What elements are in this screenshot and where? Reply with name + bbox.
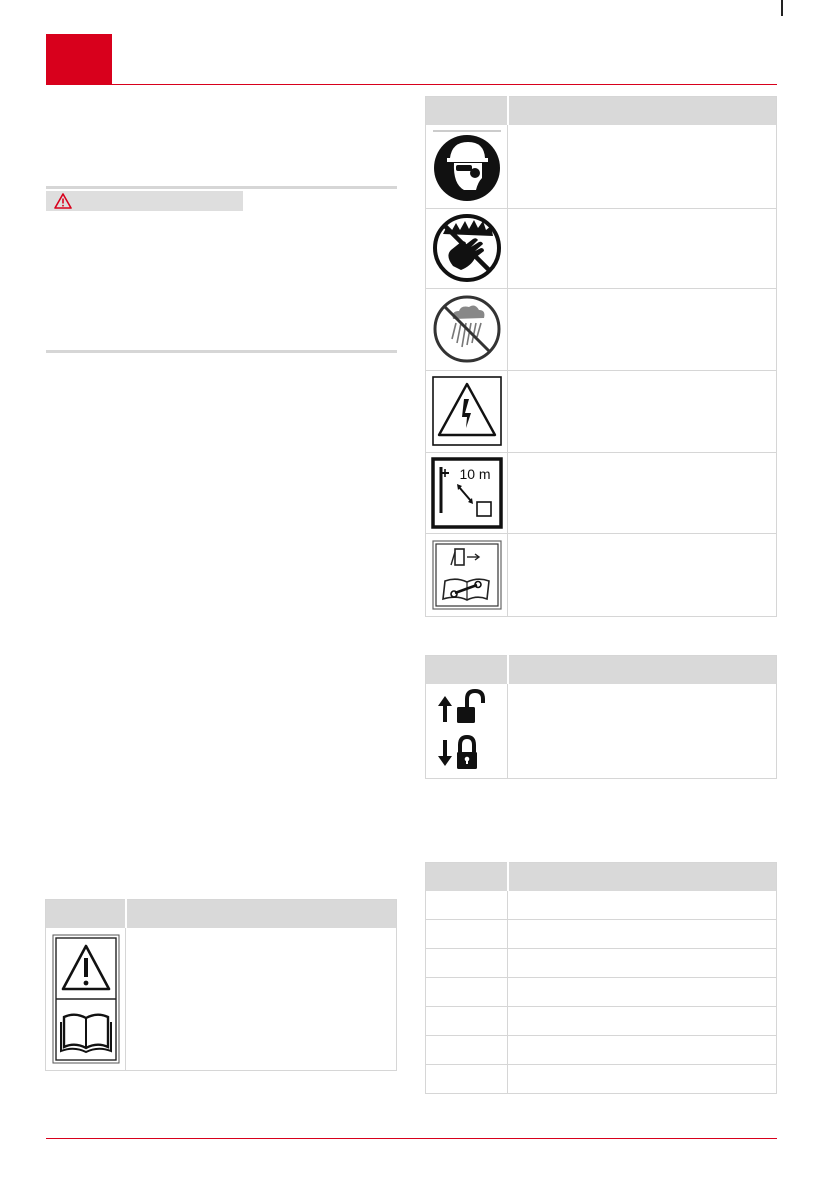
warning-box-bottom-rule <box>46 350 397 353</box>
symbol-column-header <box>46 900 126 929</box>
table-cell <box>508 949 777 978</box>
meaning-cell <box>508 125 777 208</box>
meaning-column-header <box>508 656 777 685</box>
table-header-row <box>46 900 397 929</box>
symbol-column-header <box>426 863 508 892</box>
meaning-cell <box>508 533 777 616</box>
symbol-cell <box>426 288 508 370</box>
table-row <box>426 978 777 1007</box>
unplug-before-maintenance-icon <box>431 539 503 611</box>
table-row <box>426 452 777 533</box>
footer-rule <box>46 1138 777 1139</box>
keep-10m-from-power-lines-icon <box>431 457 503 529</box>
symbol-cell <box>426 684 508 778</box>
table-row <box>426 370 777 452</box>
header-rule <box>46 84 777 85</box>
table-cell <box>426 978 508 1007</box>
symbol-cell <box>426 125 508 208</box>
distance-label: 10 m <box>458 465 491 482</box>
table-row <box>426 1007 777 1036</box>
table-cell <box>426 1007 508 1036</box>
table-header-row <box>426 97 777 126</box>
table-cell <box>426 1036 508 1065</box>
meaning-cell <box>508 684 777 778</box>
meaning-column-header <box>126 900 397 929</box>
symbol-cell <box>46 928 126 1070</box>
symbol-cell <box>426 452 508 533</box>
symbol-column-header <box>426 656 508 685</box>
table-cell <box>426 891 508 920</box>
meaning-cell <box>126 928 397 1070</box>
table-row <box>426 1036 777 1065</box>
table-header-row <box>426 863 777 892</box>
general-symbols-table <box>45 899 397 1071</box>
table-cell <box>426 949 508 978</box>
helmet-goggles-ear-protection-icon <box>430 128 504 204</box>
meaning-column-header <box>508 97 777 126</box>
symbol-cell <box>426 370 508 452</box>
warning-read-manual-icon <box>51 934 121 1064</box>
table-row <box>426 920 777 949</box>
meaning-cell <box>508 288 777 370</box>
symbol-cell <box>426 533 508 616</box>
safety-symbols-table <box>425 96 777 617</box>
table-cell <box>508 1065 777 1094</box>
table-row <box>426 949 777 978</box>
table-row <box>426 208 777 288</box>
arrow-down-lock-icon <box>438 737 477 769</box>
arrow-up-unlock-icon <box>438 691 483 723</box>
warning-triangle-icon <box>54 193 72 209</box>
table-row <box>46 928 397 1070</box>
meaning-column-header <box>508 863 777 892</box>
meaning-cell <box>508 452 777 533</box>
warning-box-top-rule <box>46 186 397 189</box>
chapter-tab <box>46 34 112 84</box>
table-cell <box>426 920 508 949</box>
table-row <box>426 288 777 370</box>
table-cell <box>508 1007 777 1036</box>
table-row <box>426 891 777 920</box>
table-cell <box>426 1065 508 1094</box>
table-cell <box>508 891 777 920</box>
meaning-cell <box>508 208 777 288</box>
table-row <box>426 125 777 208</box>
lock-unlock-direction-icon <box>431 688 503 774</box>
no-hands-near-blade-icon <box>431 212 503 284</box>
no-rain-icon <box>431 293 503 365</box>
lock-symbols-table <box>425 655 777 779</box>
electric-shock-hazard-icon <box>431 375 503 447</box>
table-row <box>426 533 777 616</box>
table-cell <box>508 1036 777 1065</box>
meaning-cell <box>508 370 777 452</box>
warning-label <box>46 191 243 211</box>
table-row <box>426 684 777 778</box>
crop-mark <box>781 0 783 16</box>
table-cell <box>508 978 777 1007</box>
symbol-cell <box>426 208 508 288</box>
table-header-row <box>426 656 777 685</box>
table-cell <box>508 920 777 949</box>
specification-table <box>425 862 777 1094</box>
symbol-column-header <box>426 97 508 126</box>
table-row <box>426 1065 777 1094</box>
